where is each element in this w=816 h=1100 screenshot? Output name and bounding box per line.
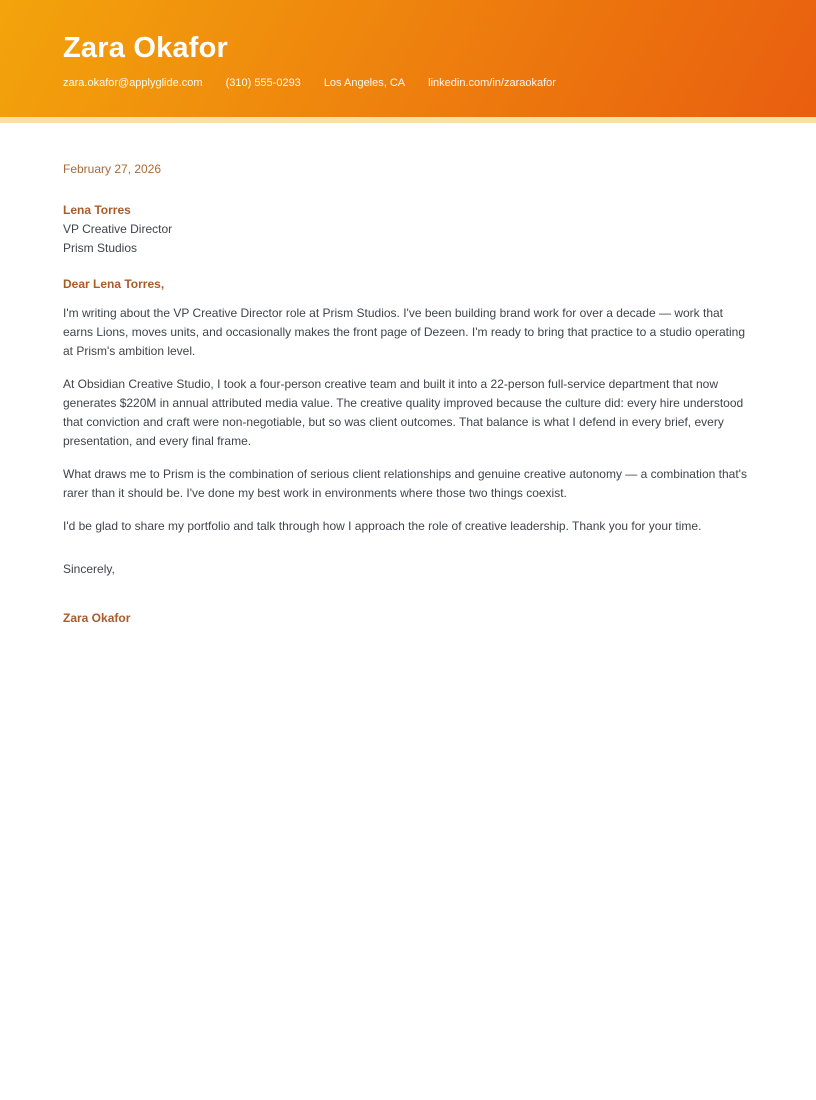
contact-email: zara.okafor@applyglide.com	[63, 77, 203, 89]
recipient-company: Prism Studios	[63, 241, 138, 255]
contact-bar	[63, 77, 753, 89]
letter-header	[0, 0, 816, 117]
body-paragraph: I'd be glad to share my portfolio and talk through how I approach the role of creative leadership. Thank you for your time.	[63, 519, 702, 533]
contact-linkedin: linkedin.com/in/zaraokafor	[428, 77, 556, 89]
letter-date: February 27, 2026	[63, 162, 162, 176]
salutation: Dear Lena Torres,	[63, 277, 165, 291]
body-paragraph: At Obsidian Creative Studio, I took a four-person creative team and built it into a 22-person full-service department that now generates $220M in annual attributed media value. The creative quality improved because the culture did: every hire understood that conviction and craft were non-negotiable, but so was client outcomes. That balance is what I defend in every brief, every presentation, and every final frame.	[63, 377, 744, 448]
signature-name: Zara Okafor	[63, 611, 131, 625]
contact-location: Los Angeles, CA	[323, 77, 406, 89]
body-paragraph: What draws me to Prism is the combination of serious client relationships and genuine creative autonomy — a combination that's rarer than it should be. I've done my best work in environments where those two things coexist.	[63, 467, 747, 500]
recipient-title: VP Creative Director	[63, 222, 173, 236]
recipient-block	[63, 201, 753, 258]
contact-phone: (310) 555-0293	[225, 77, 301, 89]
body-paragraph: I'm writing about the VP Creative Director role at Prism Studios. I've been building brand work for over a decade — work that earns Lions, moves units, and occasionally makes the front page of Dezeen. I'm ready to bring that practice to a studio operating at Prism's ambition level.	[63, 306, 746, 358]
recipient-name: Lena Torres	[63, 203, 131, 217]
closing: Sincerely,	[63, 562, 115, 576]
applicant-name: Zara Okafor	[63, 32, 228, 64]
letter-body	[0, 123, 816, 628]
